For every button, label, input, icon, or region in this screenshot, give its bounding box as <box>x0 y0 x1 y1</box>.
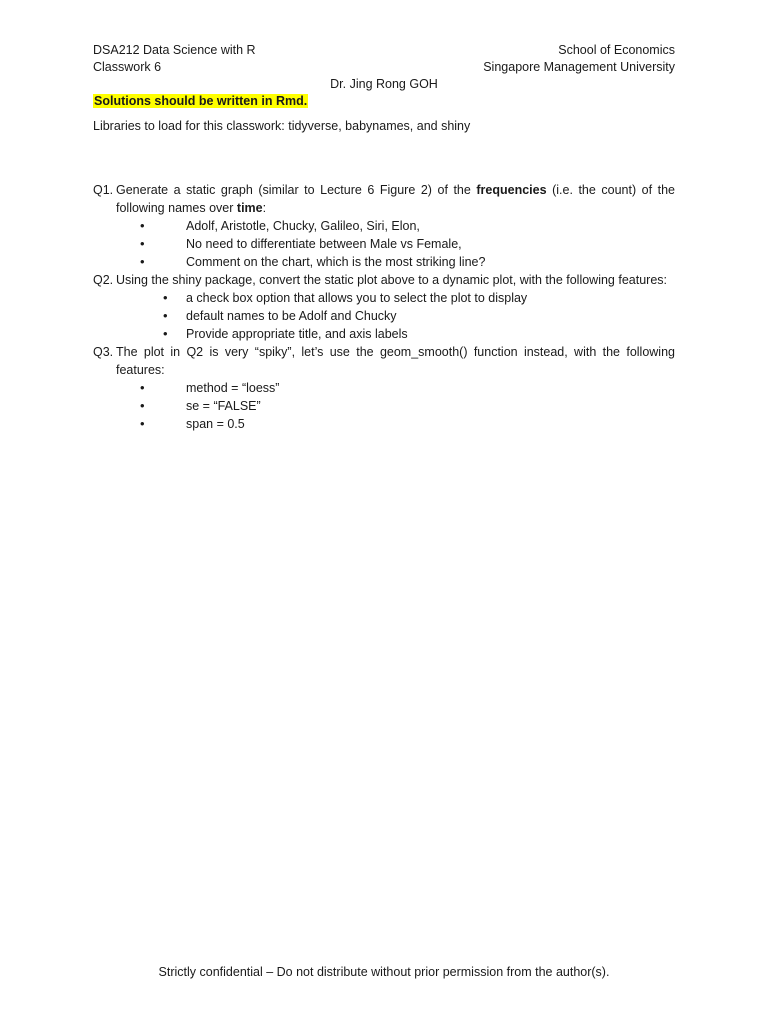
rmd-notice: Solutions should be written in Rmd. <box>94 94 308 108</box>
list-item <box>93 415 675 433</box>
bullet-icon: • <box>140 236 145 251</box>
bullet-text: a check box option that allows you to select the plot to display <box>186 291 528 305</box>
bullet-text: method = “loess” <box>186 381 280 395</box>
question-2 <box>93 271 675 289</box>
question-number: Q2. <box>93 273 114 287</box>
question-text: Using the shiny package, convert the static plot above to a dynamic plot, with the following features: <box>116 273 668 287</box>
q1-bold-time: time <box>236 201 263 215</box>
bullet-text: se = “FALSE” <box>186 399 261 413</box>
question-1 <box>93 181 675 217</box>
bullet-icon: • <box>140 254 145 269</box>
q1-text-a: Generate a static graph (similar to Lecture 6 Figure 2) of the <box>116 183 477 197</box>
document-page <box>93 41 675 433</box>
question-number: Q1. <box>93 183 114 197</box>
school-name: School of Economics <box>558 43 675 57</box>
question-text <box>116 181 675 217</box>
question-3 <box>93 343 675 379</box>
list-item <box>93 289 675 307</box>
bullet-text: Adolf, Aristotle, Chucky, Galileo, Siri, Elon, <box>186 219 420 233</box>
bullet-text: span = 0.5 <box>186 417 245 431</box>
bullet-icon: • <box>163 290 168 305</box>
classwork-title: Classwork 6 <box>93 60 162 74</box>
notice-line <box>93 92 675 109</box>
list-item <box>93 217 675 235</box>
q1-text-c: : <box>262 201 267 215</box>
bullet-text: Provide appropriate title, and axis labels <box>186 327 408 341</box>
question-text: The plot in Q2 is very “spiky”, let’s use the geom_smooth() function instead, with the following features: <box>116 345 675 377</box>
header-row-1 <box>93 41 675 58</box>
q3-bullet-list <box>93 379 675 433</box>
header-row-2 <box>93 58 675 75</box>
q1-bold-frequencies: frequencies <box>476 183 547 197</box>
bullet-icon: • <box>140 398 145 413</box>
bullet-icon: • <box>140 380 145 395</box>
author-name: Dr. Jing Rong GOH <box>330 77 438 91</box>
list-item <box>93 307 675 325</box>
bullet-text: default names to be Adolf and Chucky <box>186 309 397 323</box>
confidentiality-footer: Strictly confidential – Do not distribute without prior permission from the author(s). <box>158 965 610 979</box>
university-name: Singapore Management University <box>483 60 675 74</box>
bullet-icon: • <box>140 416 145 431</box>
bullet-text: Comment on the chart, which is the most striking line? <box>186 255 486 269</box>
question-number: Q3. <box>93 345 114 359</box>
bullet-icon: • <box>163 308 168 323</box>
course-title: DSA212 Data Science with R <box>93 43 256 57</box>
libraries-line: Libraries to load for this classwork: tidyverse, babynames, and shiny <box>93 119 471 133</box>
bullet-text: No need to differentiate between Male vs Female, <box>186 237 462 251</box>
bullet-icon: • <box>163 326 168 341</box>
list-item <box>93 253 675 271</box>
list-item <box>93 235 675 253</box>
q2-bullet-list <box>93 289 675 343</box>
list-item <box>93 325 675 343</box>
bullet-icon: • <box>140 218 145 233</box>
list-item <box>93 379 675 397</box>
q1-text-b: (i.e. the count) of the following names over <box>116 183 675 215</box>
q1-bullet-list <box>93 217 675 271</box>
list-item <box>93 397 675 415</box>
